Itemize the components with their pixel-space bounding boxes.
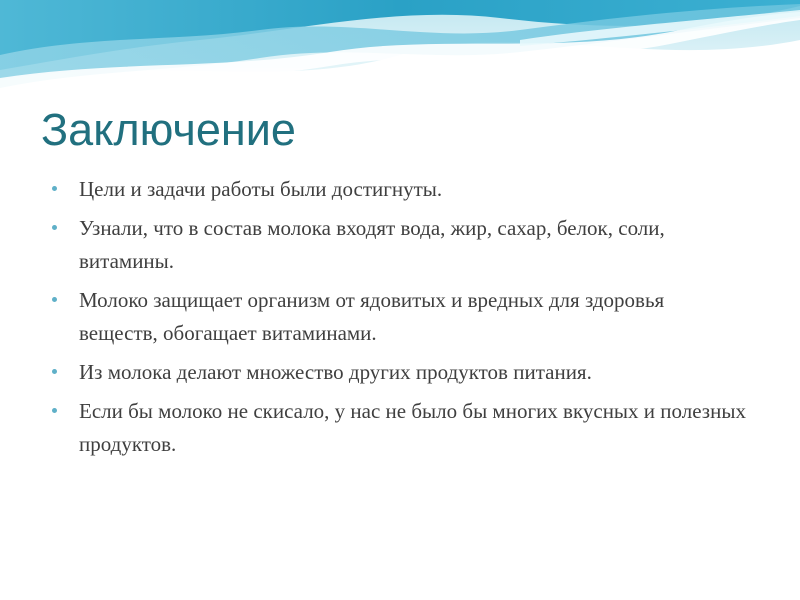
bullet-item [46,395,746,461]
bullet-item [46,173,746,206]
bullet-dot-icon [52,297,57,302]
bullet-item [46,356,746,389]
bullet-text: Цели и задачи работы были достигнуты. [79,177,443,201]
slide-title: Заключение [41,104,296,155]
bullet-item [46,212,746,278]
bullet-dot-icon [52,408,57,413]
bullet-text: Узнали, что в состав молока входят вода, жир, сахар, белок, соли, витамины. [79,216,665,273]
bullet-text: Молоко защищает организм от ядовитых и вредных для здоровья веществ, обогащает витаминами. [79,288,665,345]
bullet-text: Если бы молоко не скисало, у нас не было бы многих вкусных и полезных продуктов. [79,399,746,456]
bullet-list [46,173,746,467]
bullet-text: Из молока делают множество других продуктов питания. [79,360,592,384]
bullet-dot-icon [52,225,57,230]
bullet-dot-icon [52,186,57,191]
bullet-item [46,284,746,350]
bullet-dot-icon [52,369,57,374]
